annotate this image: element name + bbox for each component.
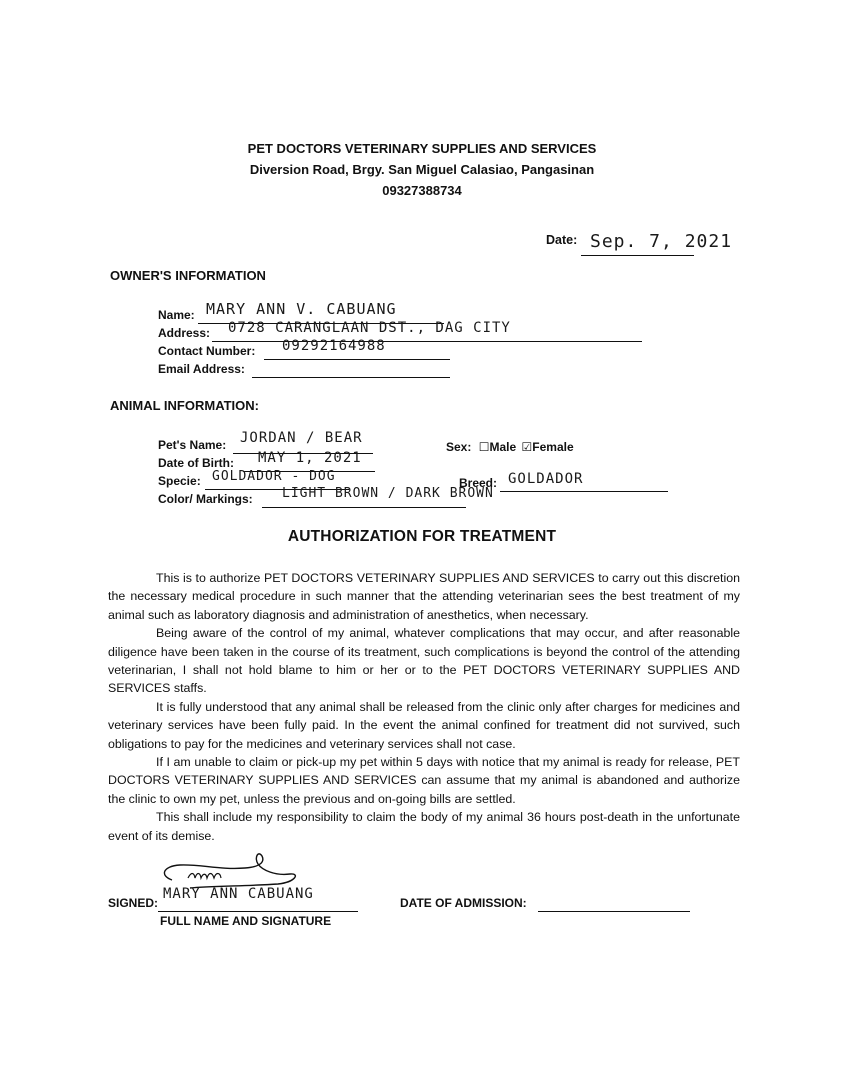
color-markings-line <box>262 507 466 508</box>
date-label: Date: <box>546 233 578 247</box>
authorization-paragraph: This shall include my responsibility to claim the body of my animal 36 hours post-death in the unfortunate event of its demise. <box>108 810 740 843</box>
date-of-admission-line <box>538 911 690 912</box>
signed-label: SIGNED: <box>108 896 159 910</box>
clinic-header <box>0 138 844 201</box>
dob-label: Date of Birth: <box>158 456 234 470</box>
authorization-paragraph: This is to authorize PET DOCTORS VETERINARY SUPPLIES AND SERVICES to carry out this discretion the necessary medical procedure in such manner that the attending veterinarian sees the best treatment of my animal such as laboratory diagnosis and administration of anesthetics, when necessary. <box>108 571 740 622</box>
authorization-paragraph: Being aware of the control of my animal, whatever complications that may occur, and after reasonable diligence have been taken in the course of its treatment, such complications is beyond the control of the attending veterinarian, I shall not hold blame to him or her or to the PET DOCTORS VETERINARY SUPPLIES AND SERVICES staffs. <box>108 626 740 696</box>
owner-email-line <box>252 377 450 378</box>
owner-contact-field[interactable]: 09292164988 <box>282 338 386 354</box>
signed-name-field[interactable]: MARY ANN CABUANG <box>163 886 314 902</box>
male-checkbox[interactable]: ☐ <box>478 440 490 454</box>
owner-contact-label: Contact Number: <box>158 344 256 358</box>
full-name-signature-label: FULL NAME AND SIGNATURE <box>160 914 332 928</box>
owner-address-line <box>212 341 642 342</box>
owner-name-field[interactable]: MARY ANN V. CABUANG <box>206 300 397 318</box>
clinic-name: PET DOCTORS VETERINARY SUPPLIES AND SERVICES <box>247 141 597 156</box>
specie-label: Specie: <box>158 474 201 488</box>
date-value[interactable]: Sep. 7, 2021 <box>590 231 733 252</box>
date-line <box>581 255 694 256</box>
breed-field[interactable]: GOLDADOR <box>508 471 584 487</box>
female-checkbox[interactable]: ☑ <box>521 440 533 454</box>
breed-line <box>500 491 668 492</box>
color-markings-field[interactable]: LIGHT BROWN / DARK BROWN <box>282 486 494 501</box>
color-markings-label: Color/ Markings: <box>158 492 253 506</box>
pet-name-field[interactable]: JORDAN / BEAR <box>240 430 363 446</box>
dob-field[interactable]: MAY 1, 2021 <box>258 450 362 466</box>
authorization-paragraph: If I am unable to claim or pick-up my pet within 5 days with notice that my animal is ready for release, PET DOCTORS VETERINARY SUPPLIES AND SERVICES can assume that my animal is abandoned and authorize the clinic to own my pet, unless the previous and on-going bills are settled. <box>108 755 740 806</box>
signed-line <box>158 911 358 912</box>
breed-label: Breed: <box>459 476 498 490</box>
sex-label: Sex: <box>446 440 472 454</box>
clinic-phone: 09327388734 <box>382 183 462 198</box>
specie-field[interactable]: GOLDADOR - DOG <box>212 469 336 484</box>
animal-section-title: ANIMAL INFORMATION: <box>110 398 259 413</box>
male-label: Male <box>489 440 517 454</box>
owner-name-label: Name: <box>158 308 195 322</box>
pet-name-label: Pet's Name: <box>158 438 227 452</box>
date-of-admission-label: DATE OF ADMISSION: <box>400 896 527 910</box>
authorization-paragraph: It is fully understood that any animal shall be released from the clinic only after charges for medicines and veterinary services have been fully paid. In the event the animal confined for treatment did not survived, such obligations to pay for the medicines and veterinary services shall not case. <box>108 699 740 751</box>
sex-group <box>446 440 574 454</box>
owner-address-label: Address: <box>158 326 211 340</box>
authorization-body <box>108 569 740 845</box>
clinic-address: Diversion Road, Brgy. San Miguel Calasiao, Pangasinan <box>249 162 595 177</box>
owner-email-label: Email Address: <box>158 362 245 376</box>
female-label: Female <box>532 440 574 454</box>
authorization-title: AUTHORIZATION FOR TREATMENT <box>287 528 557 545</box>
owner-section-title: OWNER'S INFORMATION <box>110 268 266 283</box>
owner-contact-line <box>264 359 450 360</box>
owner-address-field[interactable]: 0728 CARANGLAAN DST., DAG CITY <box>228 320 511 336</box>
